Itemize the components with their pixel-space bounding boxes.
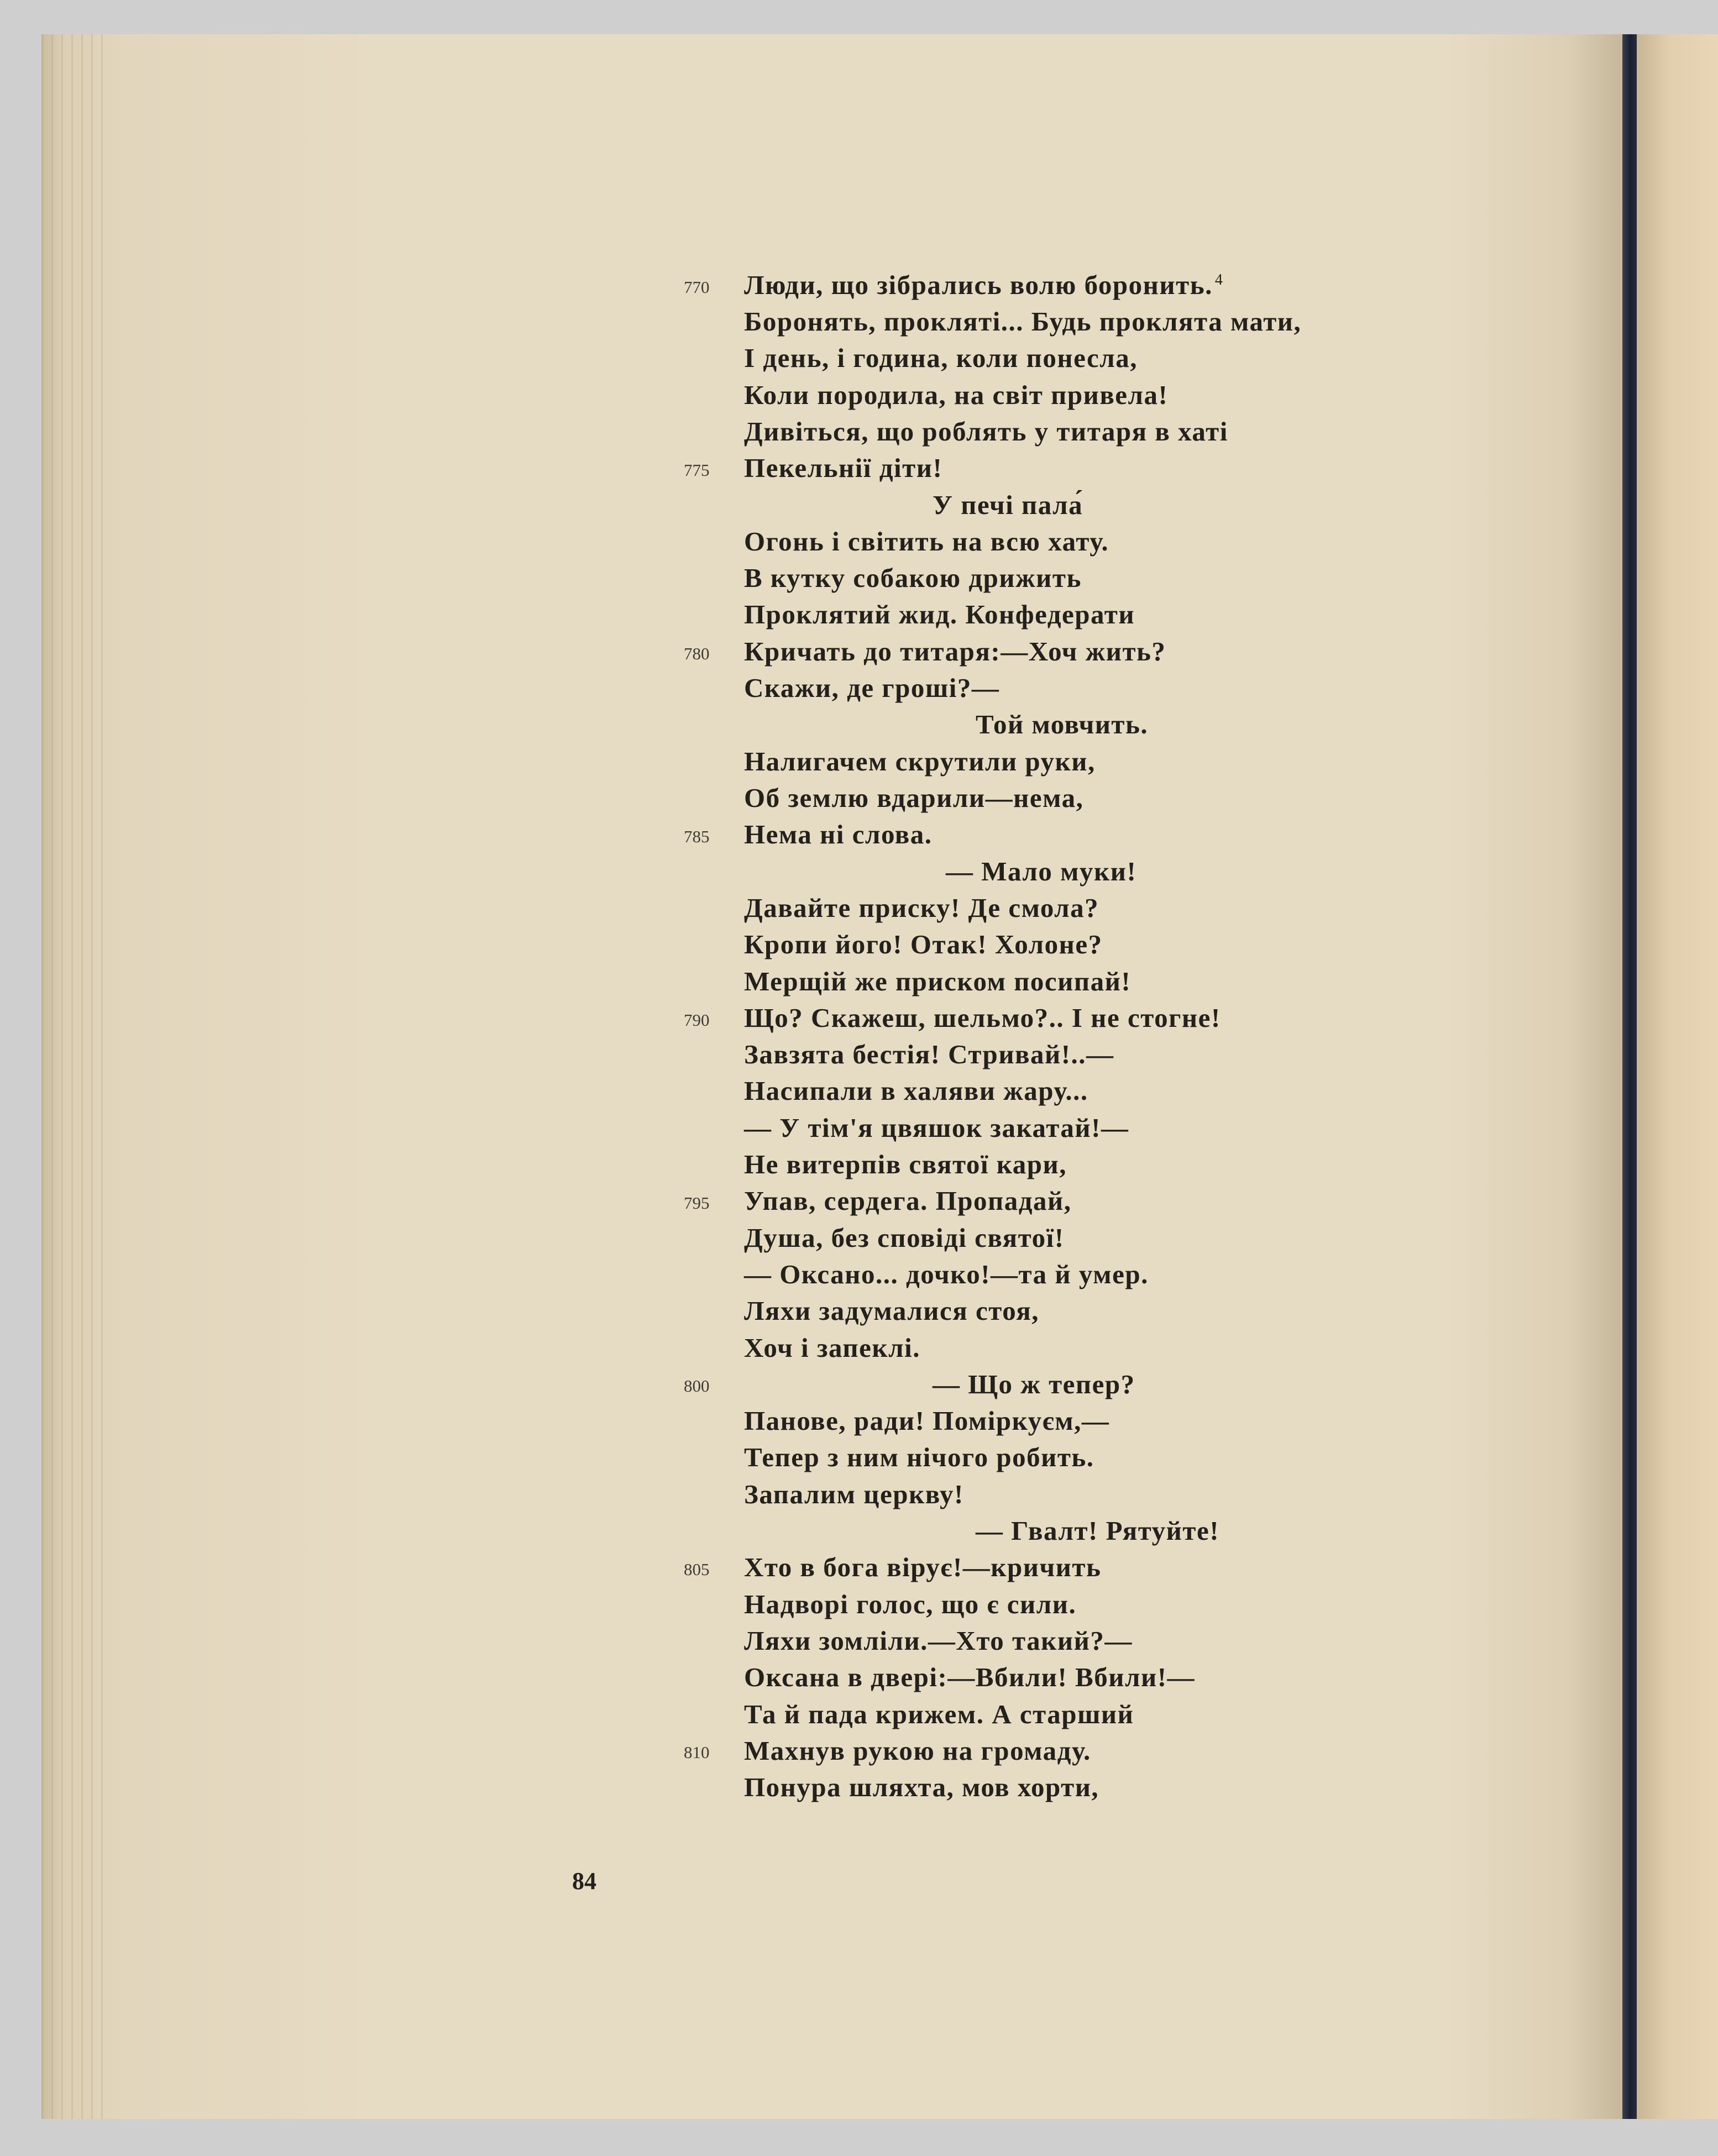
verse-line: Кропи його! Отак! Холоне? (744, 929, 1103, 959)
verse-line: Упав, сердега. Пропадай, (744, 1185, 1072, 1216)
verse-line: Та й пада крижем. А старший (744, 1699, 1134, 1729)
line-number-785: 785 (684, 827, 710, 846)
verse-line: Налигачем скрутили руки, (744, 746, 1096, 777)
line-number-795: 795 (684, 1193, 710, 1213)
line-number-780: 780 (684, 644, 710, 663)
verse-line: Мерщій же приском посипай! (744, 966, 1132, 996)
line-number-775: 775 (684, 460, 710, 480)
verse-line: Надворі голос, що є сили. (744, 1589, 1077, 1619)
verse-line: Пекельнії діти! (744, 453, 943, 483)
page-number: 84 (572, 1868, 596, 1895)
verse-line: Нема ні слова. (744, 819, 933, 849)
verse-line: Проклятий жид. Конфедерати (744, 599, 1135, 630)
verse-line: Боронять, прокляті... Будь проклята мати, (744, 306, 1302, 337)
verse-line: В кутку собакою дрижить (744, 563, 1082, 593)
verse-line: Кричать до титаря:—Хоч жить? (744, 636, 1166, 667)
verse-line: Запалим церкву! (744, 1479, 964, 1509)
verse-line: Дивіться, що роблять у титаря в хаті (744, 416, 1228, 447)
verse-line: — Мало муки! (946, 856, 1137, 886)
verse-line: Не витерпів святої кари, (744, 1149, 1067, 1179)
verse-line: Огонь і світить на всю хату. (744, 526, 1109, 557)
book-gutter (1622, 34, 1637, 2119)
verse-line: — У тім'я цвяшок закатай!— (744, 1113, 1129, 1143)
line-number-790: 790 (684, 1010, 710, 1030)
footnote-marker: 4 (1214, 271, 1224, 288)
verse-line: — Гвалт! Рятуйте! (976, 1515, 1220, 1546)
verse-line: І день, і година, коли понесла, (744, 343, 1138, 373)
verse-line: Хоч і запеклі. (744, 1333, 920, 1363)
line-number-800: 800 (684, 1376, 710, 1396)
verse-line: Понура шляхта, мов хорти, (744, 1772, 1099, 1802)
verse-line: Що? Скажеш, шельмо?.. І не стогне! (744, 1003, 1221, 1033)
book-page (41, 34, 1622, 2119)
verse-line: У печі пала́ (933, 490, 1083, 520)
verse-line: Хто в бога вірує!—кричить (744, 1552, 1102, 1582)
verse-line: Насипали в халяви жару... (744, 1076, 1088, 1106)
verse-line: Ляхи зомліли.—Хто такий?— (744, 1625, 1133, 1656)
verse-line: Давайте приску! Де смола? (744, 893, 1099, 923)
verse-line: Душа, без сповіді святої! (744, 1223, 1065, 1253)
scanned-book-spread (41, 34, 1718, 2119)
page-edge-strips (41, 34, 108, 2119)
verse-line: — Що ж тепер? (933, 1369, 1135, 1399)
verse-line: Коли породила, на світ привела! (744, 380, 1169, 410)
verse-line: Люди, що зібрались волю боронить. $^4$ (744, 270, 1224, 300)
line-number-805: 805 (684, 1560, 710, 1579)
verse-line: Той мовчить. (976, 709, 1149, 739)
verse-line: Скажи, де гроші?— (744, 673, 1000, 703)
verse-line: Панове, ради! Поміркуєм,— (744, 1405, 1110, 1436)
verse-line: Махнув рукою на громаду. (744, 1735, 1091, 1766)
facing-page-edge (1637, 34, 1718, 2119)
line-number-810: 810 (684, 1743, 710, 1762)
verse-line: Ляхи задумалися стоя, (744, 1295, 1040, 1326)
verse-line: — Оксано... дочко!—та й умер. (744, 1259, 1149, 1289)
verse-line: Об землю вдарили—нема, (744, 783, 1084, 813)
verse-line: Оксана в двері:—Вбили! Вбили!— (744, 1662, 1196, 1692)
line-number-770: 770 (684, 277, 710, 297)
verse-line: Тепер з ним нічого робить. (744, 1442, 1094, 1472)
verse-line: Завзята бестія! Стривай!..— (744, 1039, 1114, 1069)
